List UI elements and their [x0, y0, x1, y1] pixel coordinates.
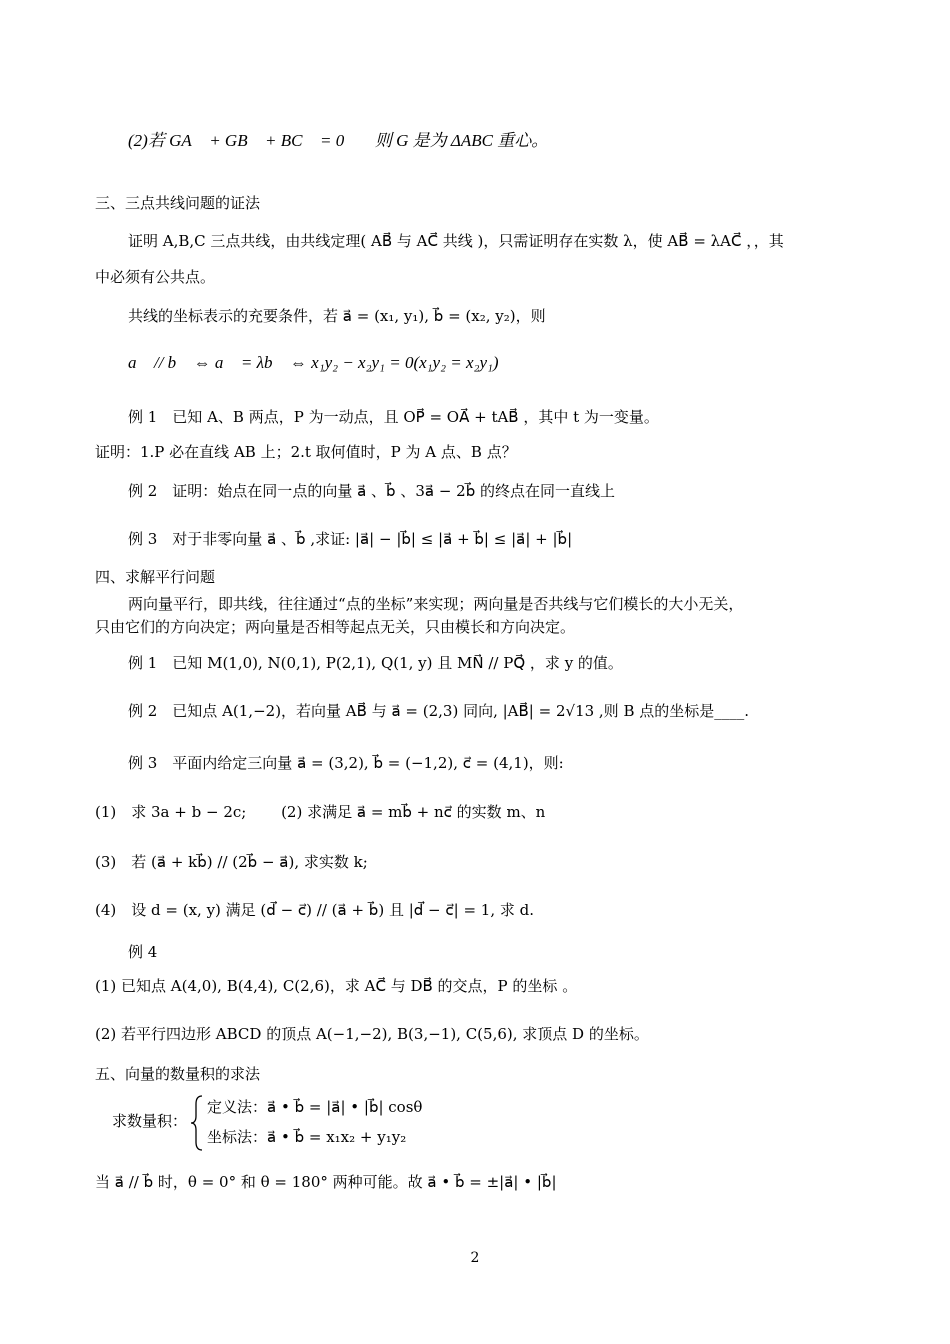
text-line: 中必须有公共点。: [95, 268, 216, 286]
page-number: 2: [470, 1250, 480, 1266]
example-line: 例 2 证明：始点在同一点的向量 a⃗ 、b⃗ 、3a⃗ − 2b⃗ 的终点在同一直线上: [128, 482, 616, 500]
problem-line: (1) 求 3a + b − 2c; (2) 求满足 a⃗ = mb⃗ + nc⃗ 的实数 m、n: [95, 803, 546, 821]
section-heading: 五、向量的数量积的求法: [95, 1065, 261, 1083]
text-line: 两向量平行，即共线，往往通过“点的坐标”来实现；两向量是否共线与它们模长的大小无关，: [128, 595, 744, 613]
text-line: 证明：1.P 必在直线 AB 上；2.t 取何值时，P 为 A 点、B 点？: [95, 443, 517, 461]
section-heading: 三、三点共线问题的证法: [95, 194, 261, 212]
problem-line: (2) 若平行四边形 ABCD 的顶点 A(−1,−2), B(3,−1), C(5,6), 求顶点 D 的坐标。: [95, 1025, 649, 1043]
formula-line: a⃗ // b⃗ ⇔ a⃗ = λb⃗ ⇔ x₁y₂ − x₂y₁ = 0(x₁y₂ = x₂y₁): [128, 353, 499, 372]
text-line: 求数量积：: [112, 1112, 188, 1130]
problem-line: (4) 设 d = (x, y) 满足 (d⃗ − c⃗) // (a⃗ + b⃗) 且 |d⃗ − c⃗| = 1, 求 d.: [95, 901, 535, 919]
text-line: 证明 A,B,C 三点共线，由共线定理( AB⃗ 与 AC⃗ 共线 )，只需证明存在实数 λ，使 AB⃗ = λAC⃗ ，，其: [128, 232, 784, 250]
example-line: 例 1 已知 A、B 两点，P 为一动点，且 OP⃗ = OA⃗ + tAB⃗ ，其中 t 为一变量。: [128, 408, 659, 426]
example-line: 例 3 平面内给定三向量 a⃗ = (3,2), b⃗ = (−1,2), c⃗ = (4,1)，则:: [128, 754, 564, 772]
example-line: 例 2 已知点 A(1,−2)，若向量 AB⃗ 与 a⃗ = (2,3) 同向, |AB⃗| = 2√13 ,则 B 点的坐标是____.: [128, 702, 750, 720]
problem-line: (1) 已知点 A(4,0), B(4,4), C(2,6)，求 AC⃗ 与 DB⃗ 的交点，P 的坐标 。: [95, 977, 578, 995]
example-line: 例 1 已知 M(1,0), N(0,1), P(2,1), Q(1, y) 且 MN⃗ // PQ⃗ ，求 y 的值。: [128, 654, 623, 672]
problem-line: (3) 若 (a⃗ + kb⃗) // (2b⃗ − a⃗), 求实数 k;: [95, 853, 368, 871]
left-brace: [190, 1094, 204, 1152]
section-heading: 四、求解平行问题: [95, 568, 216, 586]
example-line: 例 3 对于非零向量 a⃗ 、b⃗ ,求证: |a⃗| − |b⃗| ≤ |a⃗ + b⃗| ≤ |a⃗| + |b⃗|: [128, 530, 573, 548]
formula-line: 定义法：a⃗ • b⃗ = |a⃗| • |b⃗| cosθ: [207, 1098, 423, 1116]
text-line: 只由它们的方向决定；两向量是否相等起点无关，只由模长和方向决定。: [95, 618, 576, 636]
text-line: 共线的坐标表示的充要条件，若 a⃗ = (x₁, y₁), b⃗ = (x₂, y₂)，则: [128, 307, 546, 325]
formula-line: 坐标法：a⃗ • b⃗ = x₁x₂ + y₁y₂: [207, 1128, 407, 1146]
text-line: 当 a⃗ // b⃗ 时，θ = 0° 和 θ = 180° 两种可能。故 a⃗ • b⃗ = ±|a⃗| • |b⃗|: [95, 1173, 557, 1191]
text-line: (2)若 GA⃗ + GB⃗ + BC⃗ = 0⃗ ，则 G 是为 ΔABC 重心。: [128, 131, 549, 150]
example-line: 例 4: [128, 943, 158, 961]
